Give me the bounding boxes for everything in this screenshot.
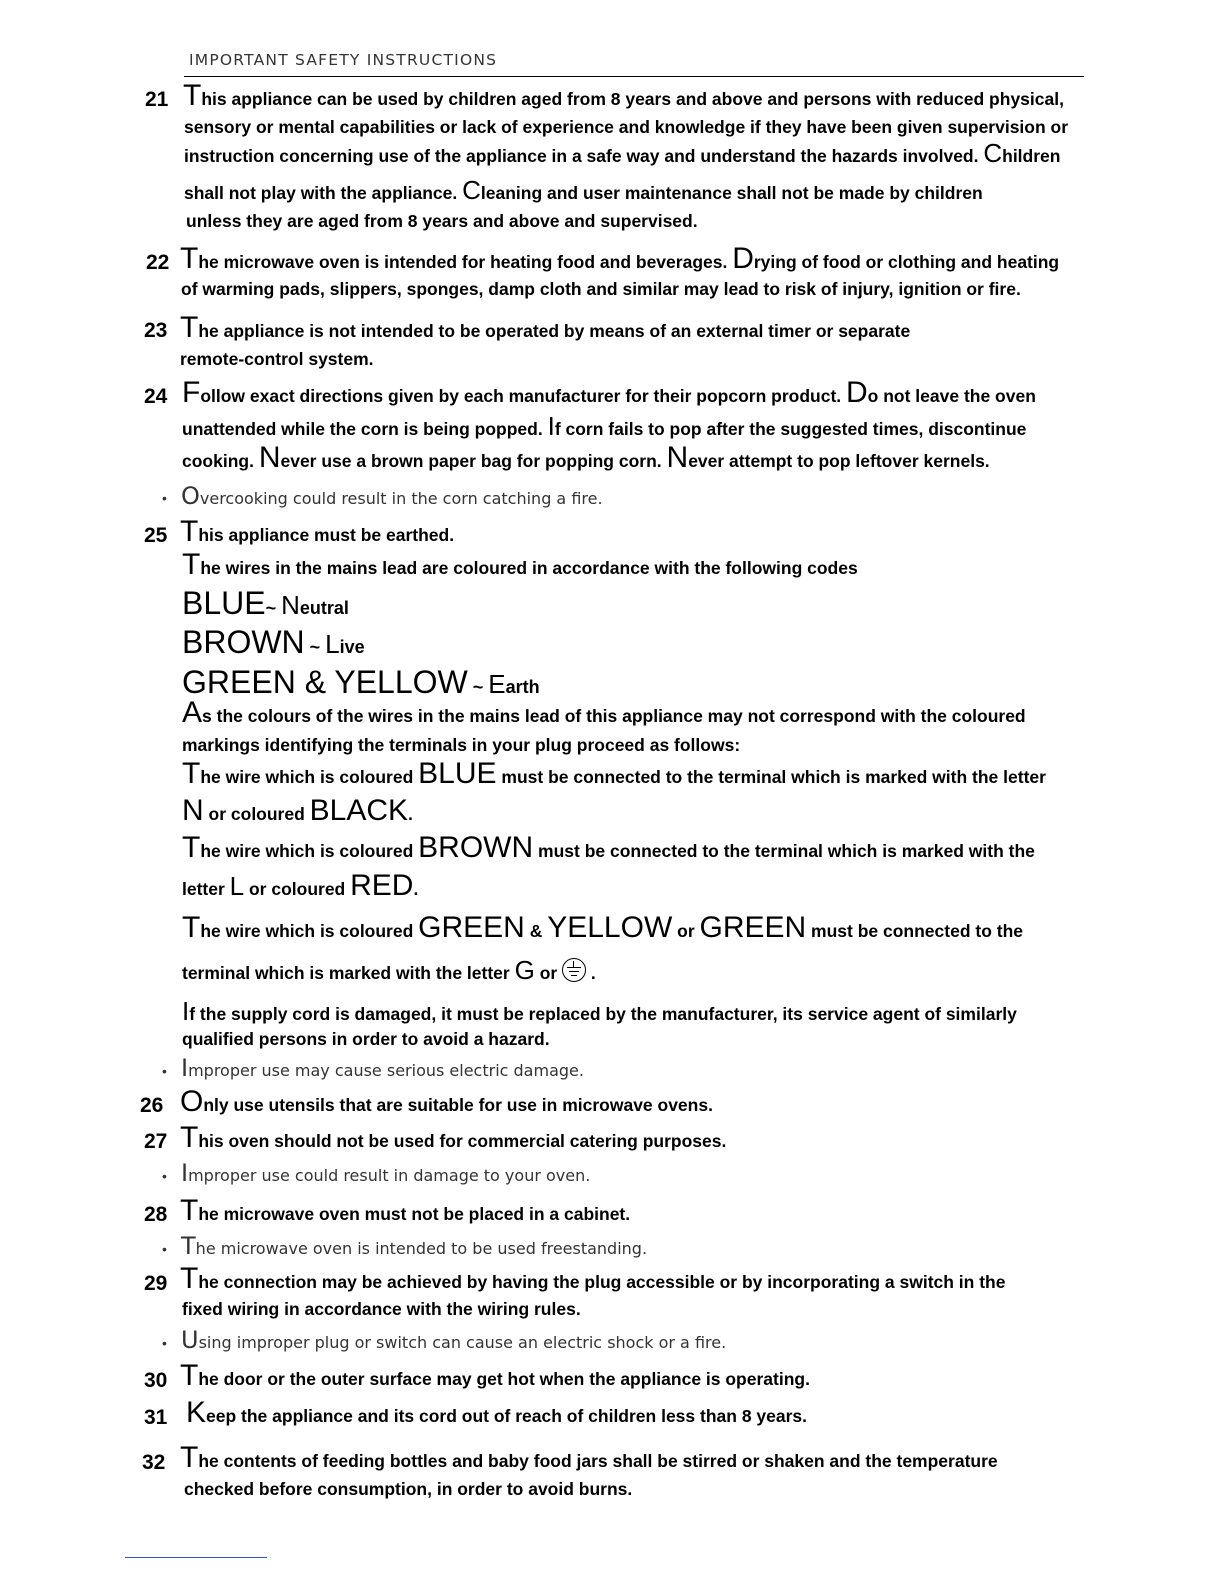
item-text: shall not play with the appliance. Cleaning and user maintenance shall not be made by children [184,175,983,205]
item-text: This appliance must be earthed. [180,515,455,548]
item-text: markings identifying the terminals in your plug proceed as follows: [182,735,741,755]
item-number: 32 [142,1451,166,1474]
item-text: This oven should not be used for commercial catering purposes. [180,1121,727,1154]
bullet: • [162,490,167,506]
item-number: 30 [144,1369,168,1392]
item-number: 26 [140,1094,164,1117]
item-text: Follow exact directions given by each manufacturer for their popcorn product. Do not leave the oven [182,376,1036,409]
note-text: The microwave oven is intended to be used freestanding. [181,1232,648,1260]
item-text: The wire which is coloured GREEN & YELLOW or GREEN must be connected to the [182,911,1024,944]
item-text: If the supply cord is damaged, it must be replaced by the manufacturer, its service agent of similarly [182,996,1017,1026]
item-text: The wire which is coloured BROWN must be connected to the terminal which is marked with the [182,831,1035,864]
item-number: 27 [144,1130,168,1153]
earth-symbol-icon [562,958,586,982]
item-number: 21 [145,88,169,111]
item-text: unattended while the corn is being popped. If corn fails to pop after the suggested times, discontinue [182,411,1027,441]
item-text: The microwave oven must not be placed in a cabinet. [180,1194,631,1227]
item-text: This appliance can be used by children aged from 8 years and above and persons with reduced physical, [183,79,1064,112]
item-number: 23 [144,319,168,342]
item-text: The door or the outer surface may get hot when the appliance is operating. [180,1359,810,1392]
note-text: Overcooking could result in the corn catching a fire. [181,482,603,510]
item-text: unless they are aged from 8 years and above and supervised. [186,211,698,231]
page-header: IMPORTANT SAFETY INSTRUCTIONS [189,51,498,69]
item-text: The microwave oven is intended for heating food and beverages. Drying of food or clothing and heating [180,242,1060,275]
item-number: 28 [144,1203,168,1226]
note-text: Improper use may cause serious electric damage. [181,1054,584,1082]
code-blue: BLUE~ Neutral [182,585,349,621]
bullet: • [162,1063,167,1079]
item-number: 25 [144,524,168,547]
item-number: 29 [144,1272,168,1295]
bullet: • [162,1168,167,1184]
code-green-yellow: GREEN & YELLOW ~ Earth [182,664,540,700]
item-text: remote-control system. [180,349,374,369]
item-text: The contents of feeding bottles and baby food jars shall be stirred or shaken and the temperature [180,1441,998,1474]
item-text: As the colours of the wires in the mains lead of this appliance may not correspond with the coloured [182,696,1026,729]
item-text: sensory or mental capabilities or lack of experience and knowledge if they have been given supervision or [184,117,1069,137]
note-text: Improper use could result in damage to your oven. [181,1159,591,1187]
bullet: • [162,1241,167,1257]
item-text: fixed wiring in accordance with the wiring rules. [182,1299,581,1319]
item-text: Keep the appliance and its cord out of reach of children less than 8 years. [186,1396,808,1429]
note-text: Using improper plug or switch can cause an electric shock or a fire. [181,1326,727,1354]
item-number: 22 [146,251,170,274]
bullet: • [162,1335,167,1351]
item-text: cooking. Never use a brown paper bag for popping corn. Never attempt to pop leftover kernels. [182,441,990,474]
item-text: The wires in the mains lead are coloured in accordance with the following codes [182,548,858,581]
footer-link-rule [125,1557,267,1558]
item-text: N or coloured BLACK. [182,794,413,827]
item-text: instruction concerning use of the appliance in a safe way and understand the hazards involved. Children [184,138,1061,168]
code-brown: BROWN ~ Live [182,624,365,660]
header-rule [184,76,1084,77]
item-text: The connection may be achieved by having the plug accessible or by incorporating a switch in the [180,1262,1006,1295]
item-number: 31 [144,1406,168,1429]
item-text: The appliance is not intended to be operated by means of an external timer or separate [180,311,911,344]
item-text: terminal which is marked with the letter G or . [182,955,596,985]
item-text: The wire which is coloured BLUE must be connected to the terminal which is marked with the letter [182,757,1046,790]
item-text: checked before consumption, in order to avoid burns. [184,1479,633,1499]
item-text: Only use utensils that are suitable for use in microwave ovens. [180,1085,713,1118]
item-number: 24 [144,385,168,408]
item-text: qualified persons in order to avoid a hazard. [182,1029,550,1049]
item-text: letter L or coloured RED. [182,869,419,902]
item-text: of warming pads, slippers, sponges, damp cloth and similar may lead to risk of injury, ignition or fire. [181,279,1021,299]
